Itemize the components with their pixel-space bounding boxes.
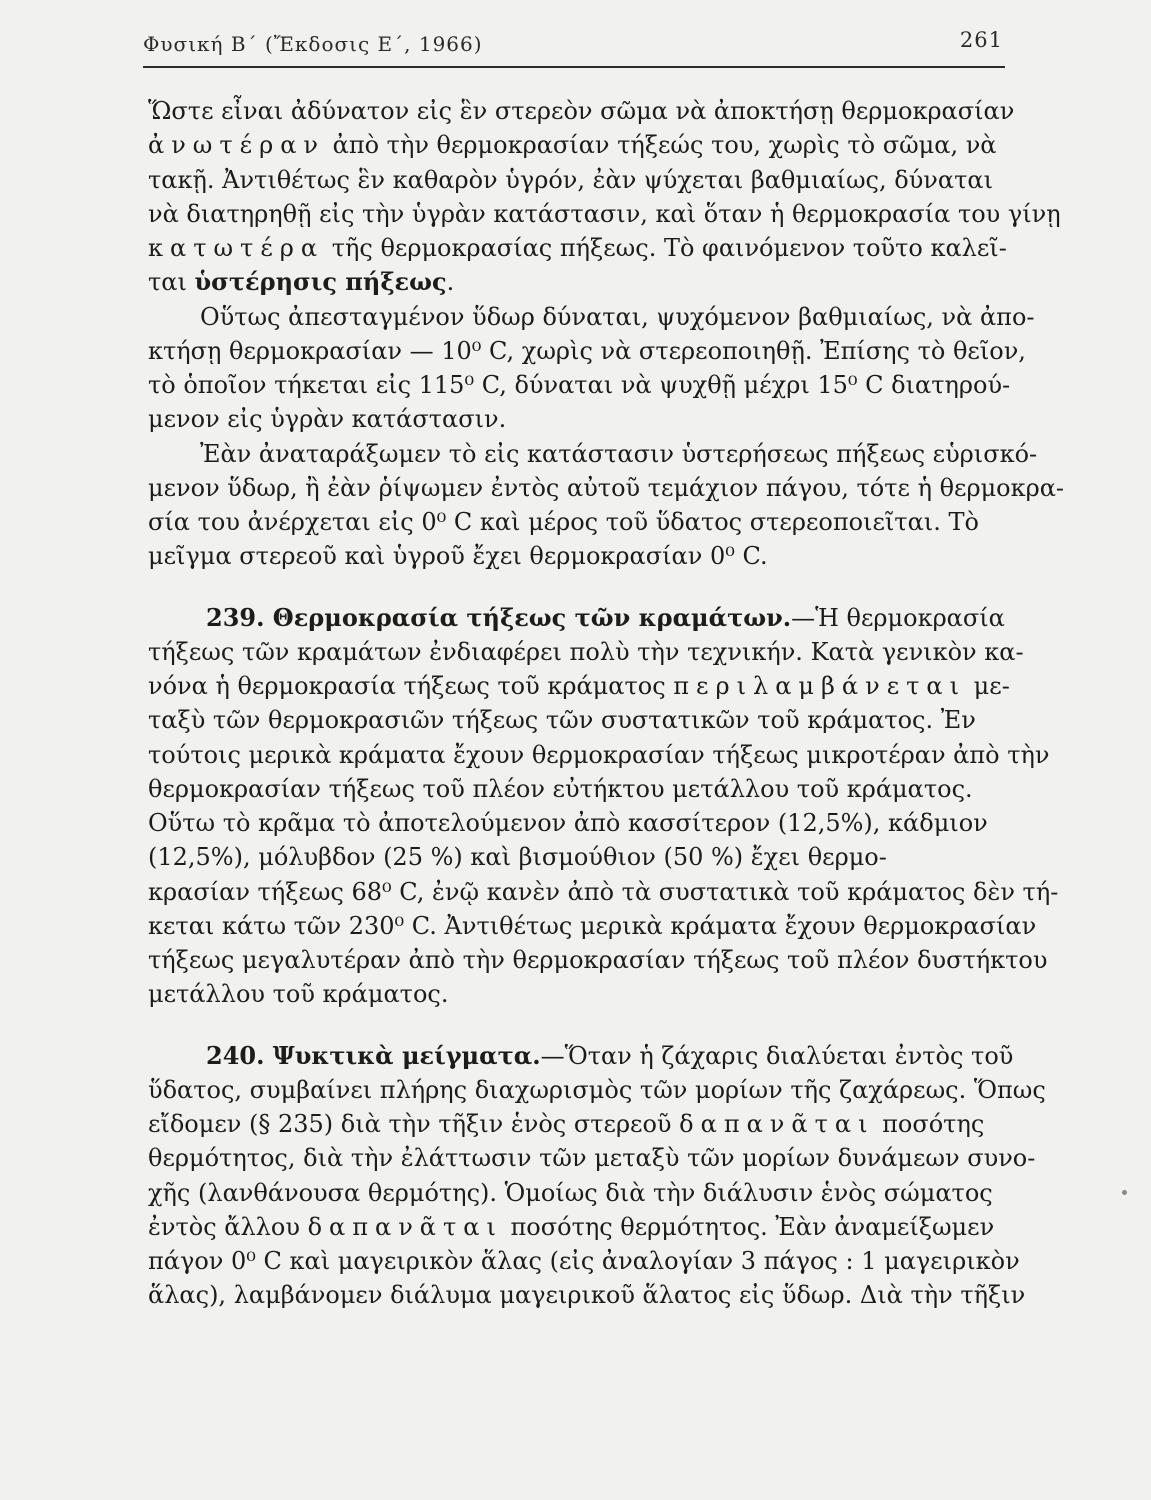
text-line [148, 265, 1003, 299]
bold-term: 239. Θερμοκρασία τήξεως τῶν κραμάτων. [206, 602, 792, 632]
text-run: ται [148, 268, 195, 297]
text-line: ἅλας), λαμβάνομεν διάλυμα μαγειρικοῦ ἅλατος εἰς ὕδωρ. Διὰ τὴν τῆξιν [148, 1281, 1026, 1310]
text-run: ποσότης [874, 1110, 985, 1138]
text-line [148, 231, 1007, 265]
text-line: μετάλλου τοῦ κράματος. [148, 980, 449, 1009]
text-run: με- [966, 672, 1010, 700]
running-title: Φυσική Β΄ (Ἔκδοσις Ε΄, 1966) [143, 32, 483, 56]
text-line: κεται κάτω τῶν 230⁰ C. Ἀντιθέτως μερικὰ κράματα ἔχουν θερμοκρασίαν [148, 911, 1037, 940]
text-line: τήξεως τῶν κραμάτων ἐνδιαφέρει πολὺ τὴν τεχνικήν. Κατὰ γενικὸν κα- [148, 637, 1024, 666]
text-run: —Ὅταν ἡ ζάχαρις διαλύεται ἐντὸς τοῦ [540, 1041, 1014, 1070]
text-line: νὰ διατηρηθῇ εἰς τὴν ὑγρὰν κατάστασιν, καὶ ὅταν ἡ θερμοκρασία του γίνῃ [148, 199, 1061, 228]
section-gap [148, 1012, 1003, 1039]
emphasized-term: ἀνωτέραν [148, 131, 325, 160]
text-run: —Ἡ θερμοκρασία [791, 603, 1005, 632]
bold-term: 240. Ψυκτικὰ μείγματα. [206, 1040, 541, 1070]
text-run: ποσότης θερμότητος. Ἐὰν ἀναμείξωμεν [502, 1212, 995, 1241]
text-line: χῆς (λανθάνουσα θερμότης). Ὁμοίως διὰ τὴν διάλυσιν ἑνὸς σώματος [148, 1178, 993, 1207]
text-line: Ὥστε εἶναι ἀδύνατον εἰς ἓν στερεὸν σῶμα νὰ ἀποκτήσῃ θερμοκρασίαν [148, 97, 1015, 125]
scan-speck [1122, 1190, 1127, 1195]
text-run: ἀπὸ τὴν θερμοκρασίαν τήξεώς του, χωρὶς τὸ σῶμα, νὰ [324, 131, 997, 160]
text-run: ἐντὸς ἄλλου [148, 1212, 308, 1241]
bold-term: ὑστέρησις πήξεως [194, 267, 447, 297]
text-line: τὸ ὁποῖον τήκεται εἰς 115⁰ C, δύναται νὰ ψυχθῇ μέχρι 15⁰ C διατηρού- [148, 371, 1011, 399]
text-line: ταξὺ τῶν θερμοκρασιῶν τήξεως τῶν συστατικῶν τοῦ κράματος. Ἐν [148, 706, 976, 735]
text-line [148, 1107, 1003, 1141]
text-line: πάγον 0⁰ C καὶ μαγειρικὸν ἅλας (εἰς ἀναλογίαν 3 πάγος : 1 μαγειρικὸν [148, 1247, 1020, 1275]
text-line: κρασίαν τήξεως 68⁰ C, ἐνῷ κανὲν ἀπὸ τὰ συστατικὰ τοῦ κράματος δὲν τή- [148, 877, 1059, 906]
text-line: Ἐὰν ἀναταράξωμεν τὸ εἰς κατάστασιν ὑστερήσεως πήξεως εὑρισκό- [200, 439, 1038, 468]
text-line [148, 669, 1010, 703]
text-line: θερμοκρασίαν τήξεως τοῦ πλέον εὐτήκτου μετάλλου τοῦ κράματος. [148, 774, 973, 803]
text-line: μενον ὕδωρ, ἢ ἐὰν ῥίψωμεν ἐντὸς αὐτοῦ τεμάχιον πάγου, τότε ἡ θερμοκρα- [148, 473, 1065, 502]
text-run: . [446, 268, 455, 297]
section-heading-line [148, 601, 1003, 635]
text-line: ὕδατος, συμβαίνει πλήρης διαχωρισμὸς τῶν μορίων τῆς ζαχάρεως. Ὅπως [148, 1075, 1046, 1104]
text-line: τούτοις μερικὰ κράματα ἔχουν θερμοκρασίαν τήξεως μικροτέραν ἀπὸ τὴν [148, 740, 1050, 769]
text-line: μενον εἰς ὑγρὰν κατάστασιν. [148, 405, 507, 434]
text-line: Οὕτω τὸ κρᾶμα τὸ ἀποτελούμενον ἀπὸ κασσίτερον (12,5%), κάδμιον [148, 809, 988, 837]
header-rule [143, 66, 1005, 68]
text-line: (12,5%), μόλυβδον (25 %) καὶ βισμούθιον (50 %) ἔχει θερμο- [148, 843, 887, 872]
text-line [148, 128, 1003, 162]
text-run: τῆς θερμοκρασίας πήξεως. Τὸ φαινόμενον τοῦτο καλεῖ- [324, 234, 1007, 262]
emphasized-term: περιλαμβάνεται [673, 672, 967, 700]
emphasized-term: κατωτέρα [148, 234, 325, 262]
text-line [148, 1210, 1003, 1244]
section-gap [148, 574, 1003, 601]
text-line: κτήσῃ θερμοκρασίαν — 10⁰ C, χωρὶς νὰ στερεοποιηθῇ. Ἐπίσης τὸ θεῖον, [148, 336, 1026, 365]
running-header [143, 28, 1005, 60]
text-line: τακῇ. Ἀντιθέτως ἓν καθαρὸν ὑγρόν, ἐὰν ψύχεται βαθμιαίως, δύναται [148, 165, 993, 194]
text-run: εἴδομεν (§ 235) διὰ τὴν τῆξιν ἑνὸς στερεοῦ [148, 1110, 680, 1138]
body-text [148, 94, 1065, 1313]
emphasized-term: δαπανᾶται [679, 1110, 875, 1138]
text-line: τήξεως μεγαλυτέραν ἀπὸ τὴν θερμοκρασίαν τήξεως τοῦ πλέον δυστήκτου [148, 946, 1048, 974]
text-line: μεῖγμα στερεοῦ καὶ ὑγροῦ ἔχει θερμοκρασίαν 0⁰ C. [148, 542, 768, 571]
section-heading-line [148, 1039, 1014, 1073]
text-line: θερμότητος, διὰ τὴν ἐλάττωσιν τῶν μεταξὺ τῶν μορίων δυνάμεων συνο- [148, 1144, 1036, 1173]
text-line: σία του ἀνέρχεται εἰς 0⁰ C καὶ μέρος τοῦ ὕδατος στερεοποιεῖται. Τὸ [148, 508, 979, 536]
page-number: 261 [959, 28, 1003, 52]
text-run: νόνα ἡ θερμοκρασία τήξεως τοῦ κράματος [148, 672, 674, 700]
emphasized-term: δαπανᾶται [307, 1212, 503, 1241]
text-line: Οὕτως ἀπεσταγμένον ὕδωρ δύναται, ψυχόμενον βαθμιαίως, νὰ ἀπο- [200, 302, 1035, 331]
